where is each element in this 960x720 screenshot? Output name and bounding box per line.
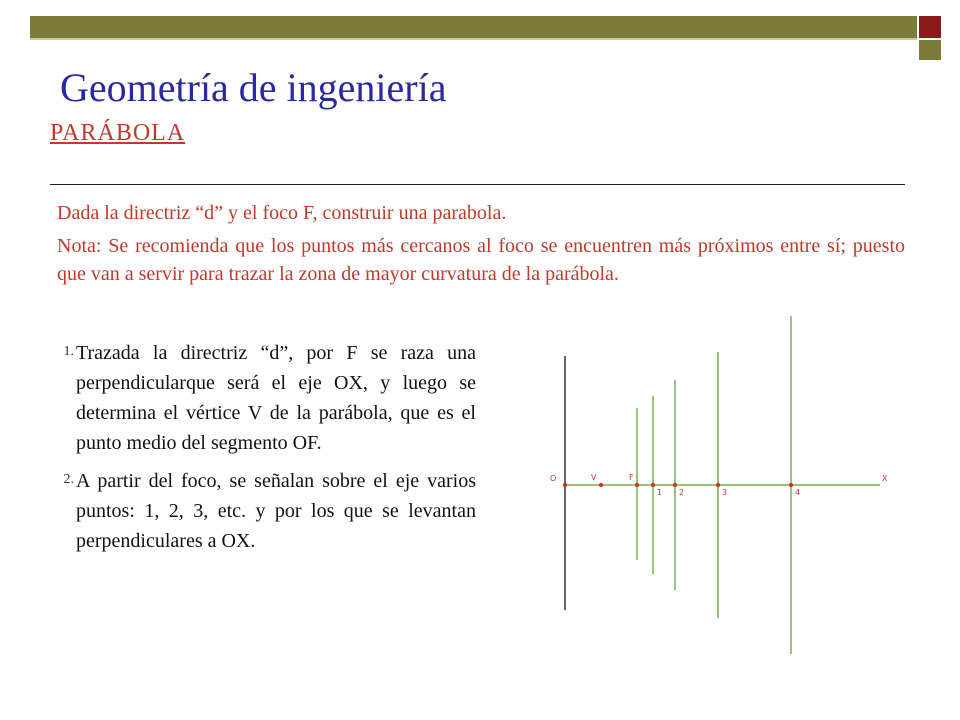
label-1: 1: [657, 488, 663, 497]
step-number: 2.: [63, 472, 74, 487]
top-decor-bar: [30, 16, 917, 38]
point-v: [599, 483, 603, 487]
label-f: F: [629, 473, 634, 482]
label-o: O: [550, 474, 557, 483]
label-4: 4: [795, 488, 801, 497]
point-2: [673, 483, 677, 487]
problem-statement: Dada la directriz “d” y el foco F, construir una parabola.: [57, 202, 507, 224]
parabola-construction-figure: [540, 312, 920, 660]
step-number: 1.: [63, 344, 74, 359]
point-1: [651, 483, 655, 487]
list-item: [48, 466, 476, 556]
step-text: A partir del foco, se señalan sobre el eje varios puntos: 1, 2, 3, etc. y por los que se levantan perpendiculares a OX.: [76, 470, 476, 552]
steps-list: [48, 338, 476, 564]
top-decor-line: [30, 38, 917, 40]
divider-line: [50, 184, 905, 185]
label-2: 2: [679, 488, 685, 497]
note-text: Nota: Se recomienda que los puntos más cercanos al foco se encuentren más próximos entre sí; puesto que van a servir para trazar la zona de mayor curvatura de la parábola.: [57, 235, 905, 285]
decor-square-red: [919, 16, 941, 38]
point-4: [789, 483, 793, 487]
step-text: Trazada la directriz “d”, por F se raza una perpendicularque será el eje OX, y luego se determina el vértice V de la parábola, que es el punto medio del segmento OF.: [76, 342, 476, 454]
point-o: [563, 483, 567, 487]
point-3: [716, 483, 720, 487]
label-x: X: [882, 474, 888, 483]
slide-subtitle: PARÁBOLA: [50, 120, 186, 146]
point-f: [635, 483, 639, 487]
label-3: 3: [722, 488, 728, 497]
decor-square-olive: [919, 40, 941, 60]
label-v: V: [591, 473, 597, 482]
slide-title: Geometría de ingeniería: [60, 65, 447, 110]
list-item: [48, 338, 476, 458]
